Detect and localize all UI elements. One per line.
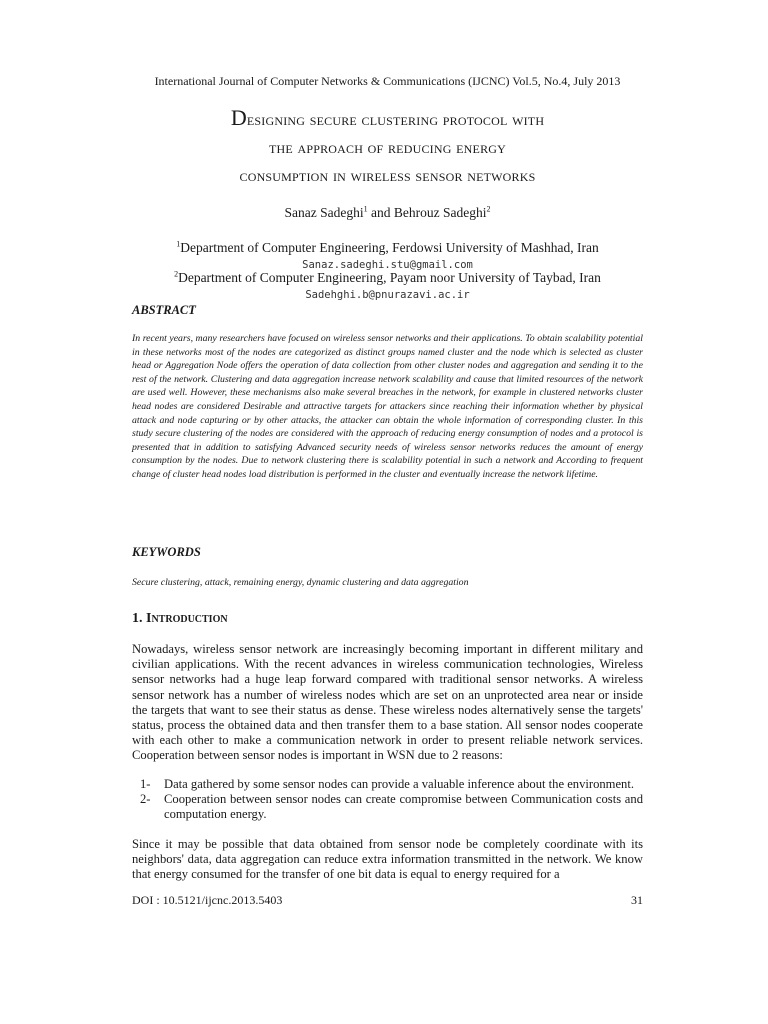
title-line-1-rest: esigning secure clustering protocol with — [246, 109, 545, 129]
keywords-heading: KEYWORDS — [132, 545, 201, 559]
author-superscript: 2 — [486, 204, 491, 214]
intro-paragraph-2: Since it may be possible that data obtained from sensor node be completely coordinate with its neighbors' data, data aggregation can reduce extra information transmitted in the network. We know that energy consumed for the transfer of one bit data is equal to energy required for a — [132, 837, 643, 882]
paper-page — [132, 0, 643, 1024]
reasons-list — [140, 777, 643, 823]
author-email-1: Sanaz.sadeghi.stu@gmail.com — [302, 259, 473, 271]
paper-title — [112, 104, 663, 189]
author-list — [132, 205, 643, 221]
intro-paragraph-1: Nowadays, wireless sensor network are increasingly becoming important in different military and civilian applications. With the recent advances in wireless communication technologies, Wireless sensor networks had a huge leap forward compared with traditional sensor networks. A wireless sensor network has a number of wireless nodes which are set on an unprotected area near or inside the targets that want to see their status as dense. These wireless nodes alternatively sense the targets' status, process the obtained data and then transfer them to a base station. All sensor nodes cooperate with each other to make a communication network in order to present reliable network services. Cooperation between sensor nodes is important in WSN due to 2 reasons: — [132, 642, 643, 763]
list-item-number: 2- — [140, 792, 151, 807]
section-number: 1. — [132, 611, 146, 626]
abstract-heading: ABSTRACT — [132, 303, 196, 317]
author-superscript: 1 — [363, 204, 368, 214]
title-dropcap: D — [230, 105, 247, 130]
affiliation-text: Department of Computer Engineering, Ferdowsi University of Mashhad, Iran — [180, 240, 599, 255]
section-heading-rest: ntroduction — [151, 611, 228, 626]
section-heading-initial: I — [146, 611, 152, 626]
page-number: 31 — [631, 893, 643, 907]
list-item-text: Cooperation between sensor nodes can create compromise between Communication costs and computation energy. — [164, 792, 643, 822]
list-item — [140, 792, 643, 822]
introduction-heading — [132, 611, 228, 627]
affiliation-text: Department of Computer Engineering, Payam noor University of Taybad, Iran — [178, 270, 601, 285]
author-email-2: Sadehghi.b@pnurazavi.ac.ir — [305, 289, 470, 301]
list-item-text: Data gathered by some sensor nodes can provide a valuable inference about the environment. — [164, 777, 634, 791]
author-name: Sanaz Sadeghi — [284, 205, 364, 220]
title-line-2: the approach of reducing energy — [268, 137, 507, 157]
affiliation-2 — [132, 270, 643, 286]
affiliation-superscript: 1 — [176, 239, 181, 249]
author-separator: and — [367, 205, 394, 220]
journal-header: International Journal of Computer Networks & Communications (IJCNC) Vol.5, No.4, July 2013 — [154, 74, 621, 88]
list-item-number: 1- — [140, 777, 151, 791]
author-name: Behrouz Sadeghi — [393, 205, 487, 220]
title-line-3: consumption in wireless sensor networks — [239, 165, 536, 185]
affiliation-superscript: 2 — [174, 269, 179, 279]
title-line-1 — [112, 104, 663, 133]
keywords-text: Secure clustering, attack, remaining energy, dynamic clustering and data aggregation — [132, 577, 469, 588]
footer-doi: DOI : 10.5121/ijcnc.2013.5403 — [132, 893, 283, 907]
abstract-text: In recent years, many researchers have focused on wireless sensor networks and their applications. To obtain scalability potential in these networks most of the nodes are categorized as distinct groups named cluster and the node which is selected as cluster head or Aggregation Node offers the operation of data collection from other cluster nodes and aggregation and sending it to the rest of the network. Clustering and data aggregation increase network scalability and cause that limited resources of the network are used well. However, these mechanisms also make several breaches in the network, for example in clustered networks cluster head nodes are considered Desirable and attractive targets for attackers since reaching their information whether by physical attack and node capturing or by other attacks, the attacker can obtain the whole information of corresponding cluster. In this study secure clustering of the nodes are considered with the approach of reducing energy consumption of nodes and a protocol is presented that in addition to satisfying Advanced security needs of wireless sensor networks reduces the amount of energy consumption by the nodes. Due to network clustering there is scalability potential in such a network and According to frequent change of cluster head nodes load distribution is performed in the cluster and eventually increase the network lifetime. — [132, 333, 643, 480]
list-item — [140, 777, 643, 792]
affiliation-1 — [132, 240, 643, 256]
